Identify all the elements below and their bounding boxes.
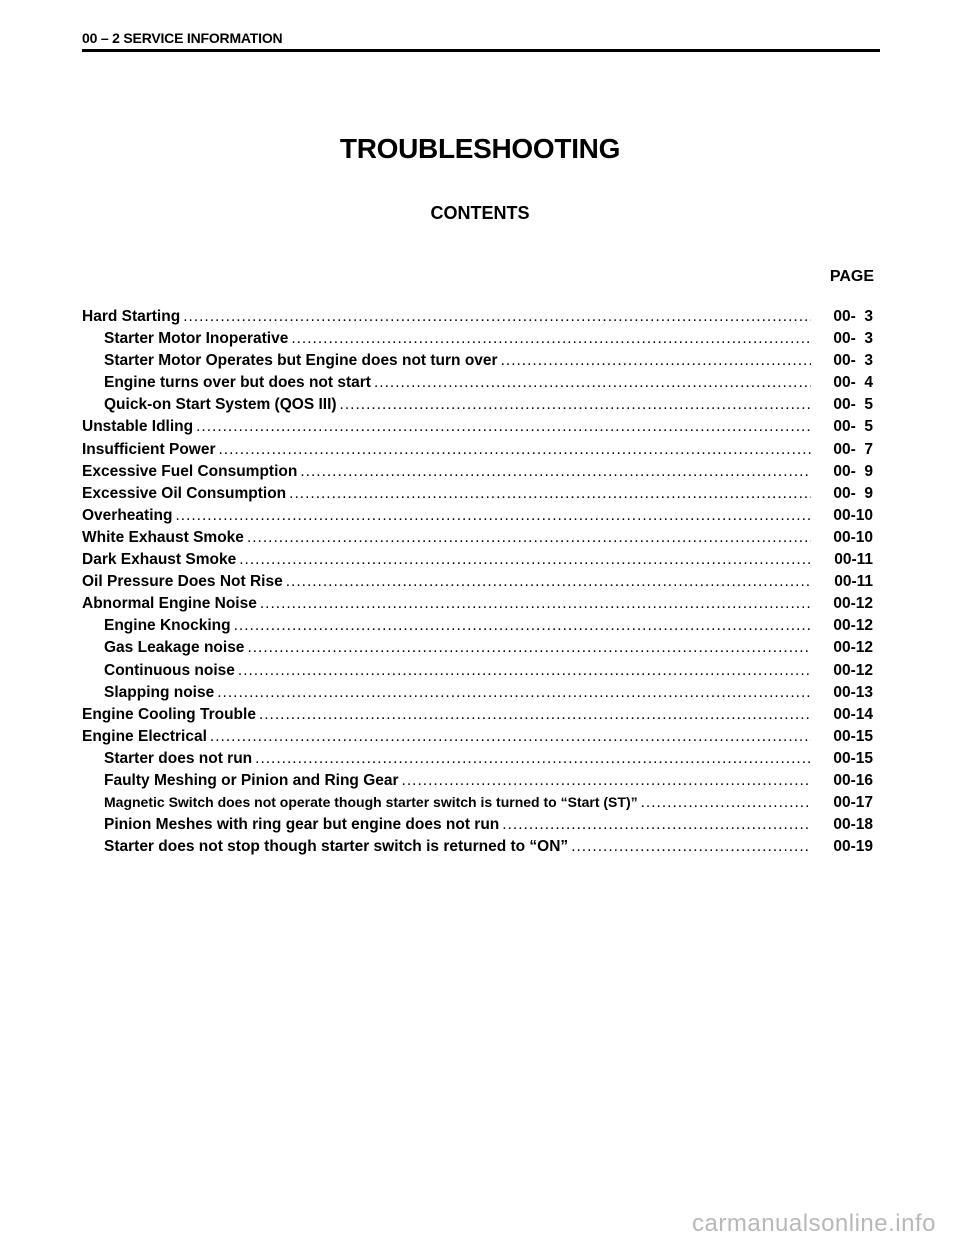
toc-entry[interactable] <box>82 441 873 463</box>
toc-entry[interactable] <box>82 308 873 330</box>
contents-subtitle: CONTENTS <box>430 203 530 223</box>
toc-entry[interactable] <box>82 684 873 706</box>
leader-dots <box>340 396 811 414</box>
leader-dots <box>291 330 811 348</box>
toc-entry[interactable] <box>82 816 873 838</box>
page-column-heading: PAGE <box>829 268 874 285</box>
toc-entry[interactable] <box>82 772 873 794</box>
toc-entry[interactable] <box>82 662 873 684</box>
toc-entry[interactable] <box>82 706 873 728</box>
toc-entry-page: 00-12 <box>833 639 873 657</box>
toc-entry-page: 00- 7 <box>833 440 873 458</box>
toc-entry-label: Magnetic Switch does not operate though starter switch is turned to “Start (ST)” <box>104 794 638 811</box>
leader-dots <box>183 308 811 326</box>
toc-entry-label: Excessive Fuel Consumption <box>82 462 298 480</box>
toc-entry-page: 00-12 <box>833 595 873 613</box>
leader-dots <box>175 507 811 525</box>
toc-entry[interactable] <box>82 463 873 485</box>
leader-dots <box>501 352 811 370</box>
toc-entry[interactable] <box>82 750 873 772</box>
toc-entry[interactable] <box>82 352 873 374</box>
toc-entry-page: 00- 9 <box>833 462 873 480</box>
toc-entry-page: 00-11 <box>834 573 873 591</box>
toc-entry[interactable] <box>82 617 873 639</box>
toc-entry-page: 00- 3 <box>833 308 873 325</box>
toc-entry-page: 00- 5 <box>833 418 873 436</box>
toc-entry[interactable] <box>82 529 873 551</box>
toc-entry-page: 00- 3 <box>833 352 873 370</box>
leader-dots <box>374 374 811 392</box>
toc-entry[interactable] <box>82 374 873 396</box>
toc-entry-page: 00- 4 <box>833 374 873 392</box>
toc-entry-label: Gas Leakage noise <box>104 639 245 657</box>
toc-entry-label: Oil Pressure Does Not Rise <box>82 573 283 591</box>
toc-entry-page: 00- 3 <box>833 330 873 348</box>
toc-entry[interactable] <box>82 507 873 529</box>
toc-entry[interactable] <box>82 595 873 617</box>
toc-entry-page: 00-17 <box>833 794 873 812</box>
toc-entry-label: Faulty Meshing or Pinion and Ring Gear <box>104 771 399 789</box>
toc-entry-label: Engine Electrical <box>82 727 207 745</box>
toc-entry-label: Hard Starting <box>82 308 181 325</box>
leader-dots <box>217 684 811 702</box>
leader-dots <box>571 838 811 856</box>
leader-dots <box>238 662 811 680</box>
toc-entry-page: 00-19 <box>833 838 873 856</box>
toc-entry-label: Excessive Oil Consumption <box>82 484 287 502</box>
leader-dots <box>286 573 811 591</box>
leader-dots <box>300 463 811 481</box>
leader-dots <box>260 595 811 613</box>
table-of-contents <box>82 308 873 860</box>
toc-entry[interactable] <box>82 330 873 352</box>
leader-dots <box>239 551 811 569</box>
toc-entry-label: Starter Motor Operates but Engine does not turn over <box>104 352 498 370</box>
toc-entry-label: Quick-on Start System (QOS III) <box>104 396 337 414</box>
toc-entry-label: Engine turns over but does not start <box>104 374 371 392</box>
header-rule <box>82 49 880 52</box>
leader-dots <box>210 728 811 746</box>
toc-entry-label: Dark Exhaust Smoke <box>82 551 237 569</box>
toc-entry-label: Insufficient Power <box>82 440 216 458</box>
toc-entry[interactable] <box>82 639 873 661</box>
toc-entry-page: 00- 5 <box>833 396 873 414</box>
toc-entry-label: Starter Motor Inoperative <box>104 330 289 348</box>
toc-entry[interactable] <box>82 396 873 418</box>
leader-dots <box>255 750 811 768</box>
toc-entry[interactable] <box>82 551 873 573</box>
toc-entry-label: Engine Knocking <box>104 617 231 635</box>
toc-entry[interactable] <box>82 485 873 507</box>
leader-dots <box>502 816 811 834</box>
toc-entry-page: 00-10 <box>833 528 873 546</box>
toc-entry-label: Starter does not stop though starter switch is returned to “ON” <box>104 838 569 856</box>
leader-dots <box>234 617 811 635</box>
toc-entry-page: 00-13 <box>833 683 873 701</box>
toc-entry-page: 00-14 <box>833 705 873 723</box>
toc-entry-page: 00-18 <box>833 816 873 834</box>
toc-entry[interactable] <box>82 573 873 595</box>
leader-dots <box>196 418 811 436</box>
toc-entry[interactable] <box>82 794 873 816</box>
toc-entry[interactable] <box>82 728 873 750</box>
toc-entry-label: Continuous noise <box>104 661 235 679</box>
toc-entry-page: 00-15 <box>833 749 873 767</box>
toc-entry-label: Abnormal Engine Noise <box>82 595 257 613</box>
running-header: 00 – 2 SERVICE INFORMATION <box>82 30 283 46</box>
toc-entry[interactable] <box>82 838 873 860</box>
page-title: TROUBLESHOOTING <box>339 133 621 164</box>
toc-entry-page: 00-12 <box>833 617 873 635</box>
leader-dots <box>402 772 811 790</box>
watermark: carmanualsonline.info <box>692 1210 936 1237</box>
toc-entry-page: 00-15 <box>833 727 873 745</box>
toc-entry-label: Starter does not run <box>104 749 253 767</box>
toc-entry-label: Slapping noise <box>104 683 215 701</box>
leader-dots <box>641 794 811 812</box>
toc-entry-page: 00-10 <box>833 506 873 524</box>
toc-entry-page: 00- 9 <box>833 484 873 502</box>
toc-entry-page: 00-12 <box>833 661 873 679</box>
leader-dots <box>247 529 811 547</box>
toc-entry-label: Engine Cooling Trouble <box>82 705 256 723</box>
toc-entry-label: White Exhaust Smoke <box>82 528 244 546</box>
leader-dots <box>289 485 811 503</box>
toc-entry-page: 00-16 <box>833 771 873 789</box>
leader-dots <box>259 706 811 724</box>
leader-dots <box>219 441 812 459</box>
toc-entry[interactable] <box>82 418 873 440</box>
toc-entry-label: Pinion Meshes with ring gear but engine does not run <box>104 816 500 834</box>
toc-entry-page: 00-11 <box>834 551 873 569</box>
toc-entry-label: Unstable Idling <box>82 418 194 436</box>
leader-dots <box>247 639 811 657</box>
toc-entry-label: Overheating <box>82 506 173 524</box>
